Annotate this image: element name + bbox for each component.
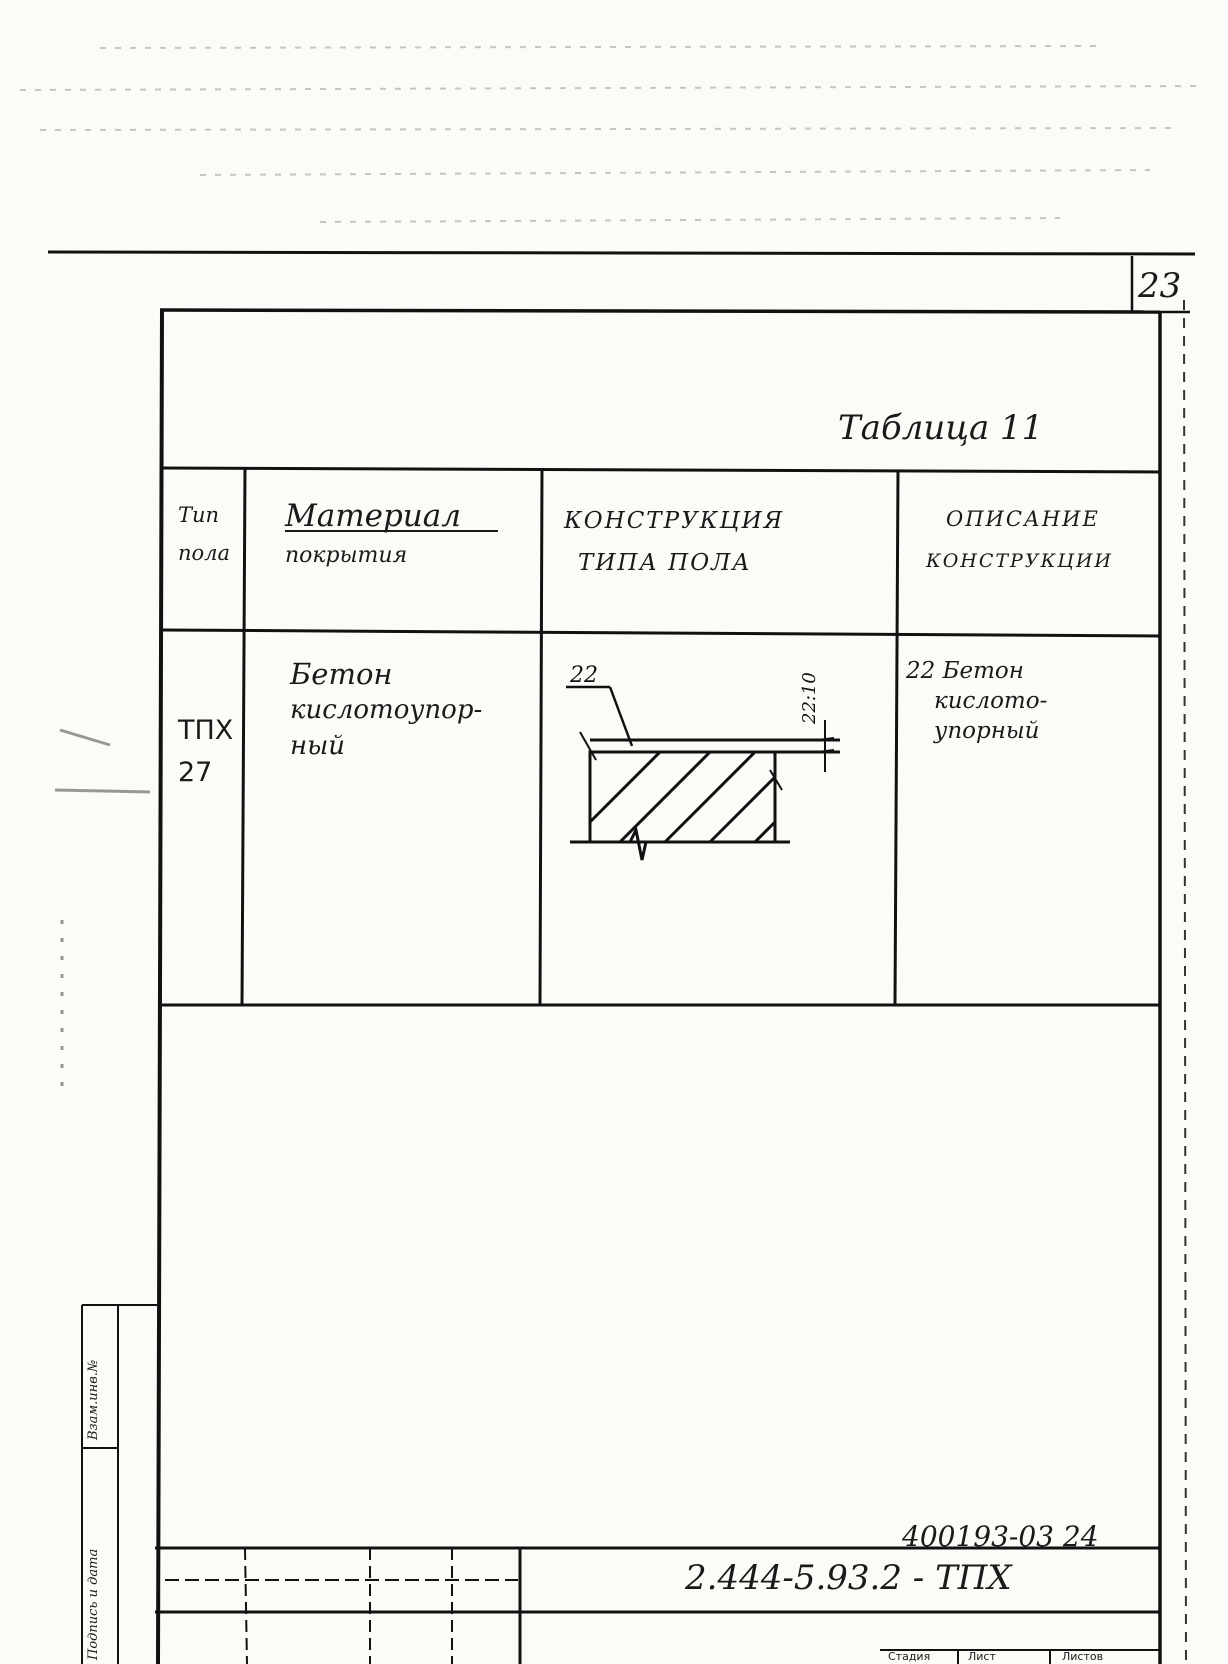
row-construction-description <box>906 656 1047 746</box>
sheet-field-label: Лист <box>968 1650 996 1663</box>
header-floor-type-line-1: Тип <box>178 503 220 527</box>
document-code: 2.444-5.93.2 - ТПХ <box>685 1558 1012 1598</box>
row-floor-type-number: 27 <box>178 757 213 788</box>
row-description-line-2: кислото- <box>934 688 1048 714</box>
header-coating-material <box>285 496 461 576</box>
header-floor-type <box>178 496 230 572</box>
table-title: Таблица 11 <box>838 408 1044 448</box>
sheet-number: 23 <box>1138 266 1182 306</box>
header-construction-description-line-2: КОНСТРУКЦИИ <box>926 550 1113 572</box>
floor-construction-drawing <box>560 660 880 880</box>
header-construction-description <box>926 498 1113 582</box>
header-floor-construction-line-2: ТИПА ПОЛА <box>578 550 752 576</box>
header-floor-construction-line-1: КОНСТРУКЦИЯ <box>564 508 785 534</box>
row-material-line-3: ный <box>290 731 346 761</box>
archive-number: 400193-03 24 <box>902 1520 1099 1553</box>
layer-marker-label: 22 <box>570 663 598 688</box>
side-stamp-signature-label: Подпись и дата <box>86 1548 101 1660</box>
row-coating-material <box>290 656 482 764</box>
row-floor-type-code: ТПХ <box>178 715 234 746</box>
row-floor-type <box>178 710 233 794</box>
thickness-dimension-label: 22:10 <box>799 672 820 724</box>
sheets-field-label: Листов <box>1062 1650 1104 1663</box>
header-floor-type-line-2: пола <box>178 541 231 565</box>
header-construction-description-line-1: ОПИСАНИЕ <box>946 507 1100 531</box>
row-description-line-3: упорный <box>934 718 1040 744</box>
header-coating-material-line-1: Материал <box>285 498 461 534</box>
row-material-line-2: кислотоупор- <box>290 695 483 725</box>
header-floor-construction <box>564 500 784 584</box>
row-description-line-1: 22 Бетон <box>906 658 1024 684</box>
side-stamp-inventory-label: Взам.инв.№ <box>86 1359 101 1440</box>
stage-field-label: Стадия <box>888 1650 931 1663</box>
row-material-line-1: Бетон <box>290 657 393 691</box>
header-coating-material-line-2: покрытия <box>285 543 408 568</box>
